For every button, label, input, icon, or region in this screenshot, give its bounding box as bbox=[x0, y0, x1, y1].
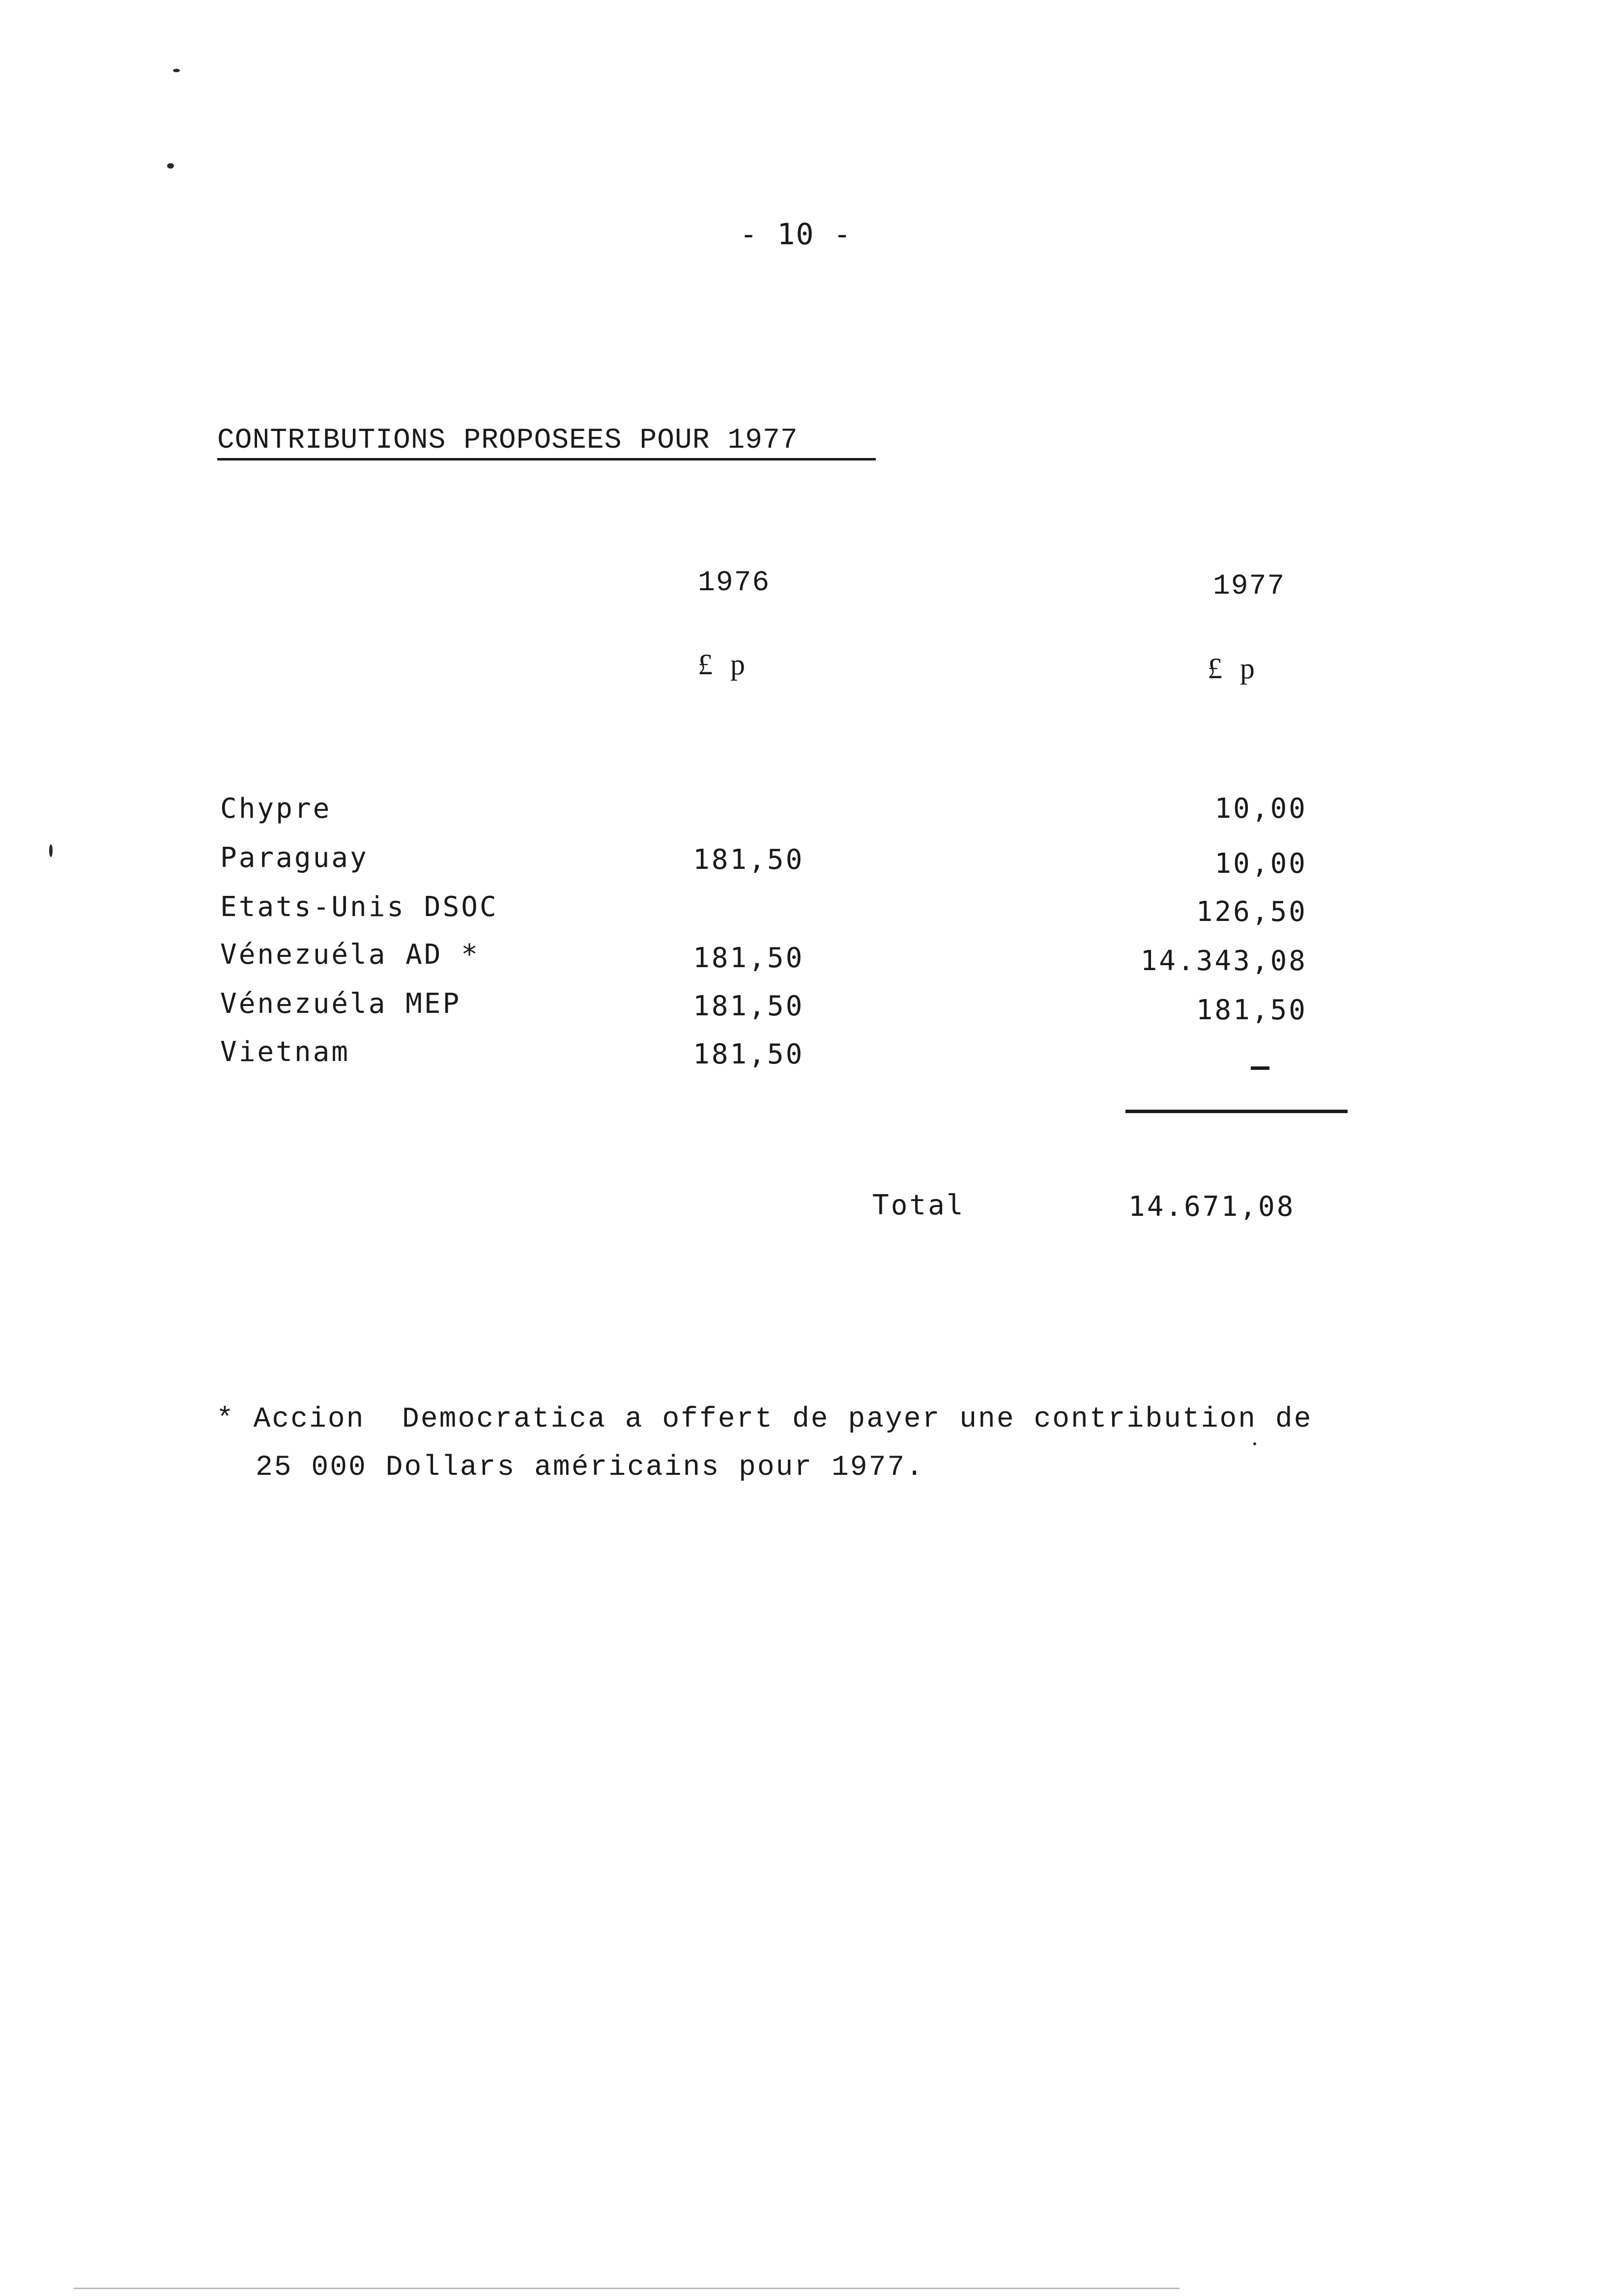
page-title: CONTRIBUTIONS PROPOSEES POUR 1977 bbox=[217, 425, 798, 457]
unit-label-1977: £ p bbox=[1208, 652, 1256, 685]
table-cell-1977: 10,00 bbox=[1214, 848, 1307, 880]
table-row-label: Vénezuéla AD * bbox=[220, 939, 480, 971]
table-cell-1977: 14.343,08 bbox=[1140, 945, 1307, 977]
total-rule bbox=[1125, 1110, 1348, 1113]
scan-speck bbox=[173, 69, 180, 72]
table-cell-1976: 181,50 bbox=[693, 1038, 805, 1070]
table-cell-1977: 181,50 bbox=[1196, 994, 1307, 1026]
table-row-label: Paraguay bbox=[220, 842, 369, 874]
table-cell-1976: 181,50 bbox=[693, 942, 805, 974]
table-cell-1976: 181,50 bbox=[693, 990, 805, 1022]
unit-label-1976: £ p bbox=[698, 648, 746, 681]
table-cell-1977: 10,00 bbox=[1214, 793, 1307, 825]
total-value: 14.671,08 bbox=[1128, 1191, 1295, 1223]
table-row-label: Chypre bbox=[220, 793, 332, 825]
table-cell-1977: 126,50 bbox=[1196, 896, 1307, 928]
empty-cell-dash bbox=[1251, 1066, 1269, 1070]
table-cell-1976: 181,50 bbox=[693, 844, 805, 876]
table-row-label: Vietnam bbox=[220, 1036, 350, 1068]
scan-speck bbox=[1253, 1442, 1256, 1445]
scan-edge-line bbox=[74, 2288, 1180, 2289]
column-header-1976: 1976 bbox=[698, 567, 771, 599]
column-header-1977: 1977 bbox=[1213, 571, 1286, 603]
scan-speck bbox=[49, 844, 53, 857]
table-row-label: Vénezuéla MEP bbox=[220, 988, 461, 1020]
footnote-line-1: * Accion Democratica a offert de payer une contribution de bbox=[216, 1404, 1313, 1435]
scan-speck bbox=[167, 163, 174, 169]
page-number: - 10 - bbox=[740, 217, 852, 252]
footnote-line-2: 25 000 Dollars américains pour 1977. bbox=[256, 1452, 925, 1484]
table-row-label: Etats-Unis DSOC bbox=[220, 891, 498, 923]
title-underline bbox=[217, 458, 876, 460]
total-label: Total bbox=[872, 1189, 965, 1221]
